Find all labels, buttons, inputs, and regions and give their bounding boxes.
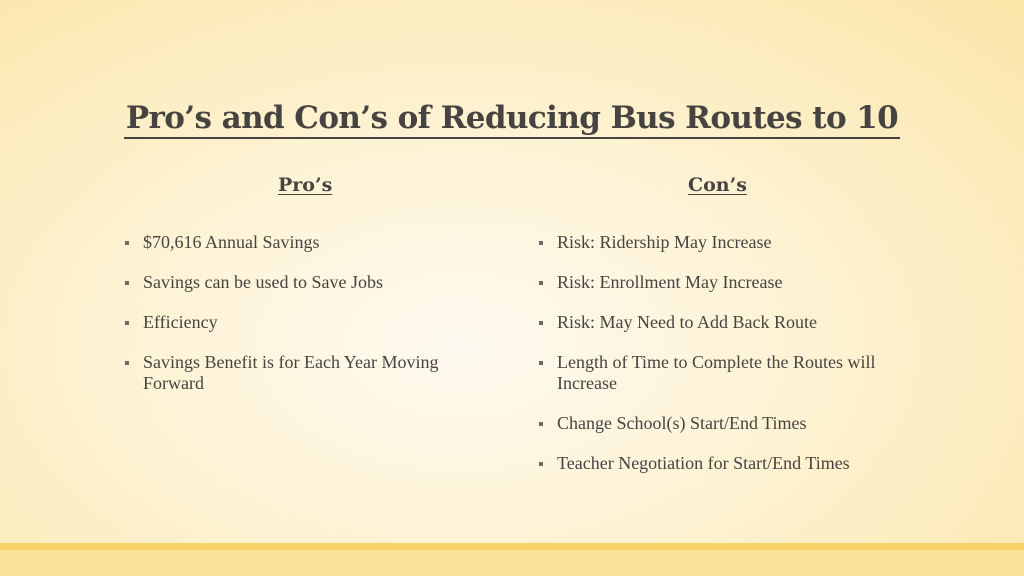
square-bullet-icon (539, 281, 543, 285)
pros-list (122, 232, 502, 413)
square-bullet-icon (539, 241, 543, 245)
pros-item-text: $70,616 Annual Savings (143, 232, 320, 252)
cons-item-text: Risk: May Need to Add Back Route (557, 312, 817, 332)
square-bullet-icon (125, 321, 129, 325)
square-bullet-icon (539, 361, 543, 365)
square-bullet-icon (539, 321, 543, 325)
footer-band-stripe (0, 543, 1024, 550)
pros-list-item (122, 232, 502, 253)
pros-list-item (122, 312, 502, 333)
square-bullet-icon (539, 422, 543, 426)
cons-item-text: Length of Time to Complete the Routes will Increase (557, 352, 876, 393)
cons-list-item (536, 453, 916, 474)
slide-title (0, 97, 1024, 139)
square-bullet-icon (125, 241, 129, 245)
cons-item-text: Risk: Ridership May Increase (557, 232, 772, 252)
square-bullet-icon (125, 361, 129, 365)
square-bullet-icon (125, 281, 129, 285)
pros-item-text: Savings can be used to Save Jobs (143, 272, 383, 292)
square-bullet-icon (539, 462, 543, 466)
cons-list (536, 232, 916, 493)
cons-item-text: Risk: Enrollment May Increase (557, 272, 783, 292)
cons-item-text: Teacher Negotiation for Start/End Times (557, 453, 850, 473)
cons-heading: Con’s (688, 174, 747, 196)
cons-list-item (536, 232, 916, 253)
pros-item-text: Savings Benefit is for Each Year Moving Forward (143, 352, 439, 393)
pros-list-item (122, 352, 502, 394)
pros-item-text: Efficiency (143, 312, 218, 332)
cons-list-item (536, 312, 916, 333)
pros-list-item (122, 272, 502, 293)
cons-list-item (536, 352, 916, 394)
slide-title-text: Pro’s and Con’s of Reducing Bus Routes to 10 (124, 99, 900, 139)
cons-item-text: Change School(s) Start/End Times (557, 413, 807, 433)
cons-list-item (536, 272, 916, 293)
cons-list-item (536, 413, 916, 434)
pros-heading: Pro’s (278, 174, 333, 196)
